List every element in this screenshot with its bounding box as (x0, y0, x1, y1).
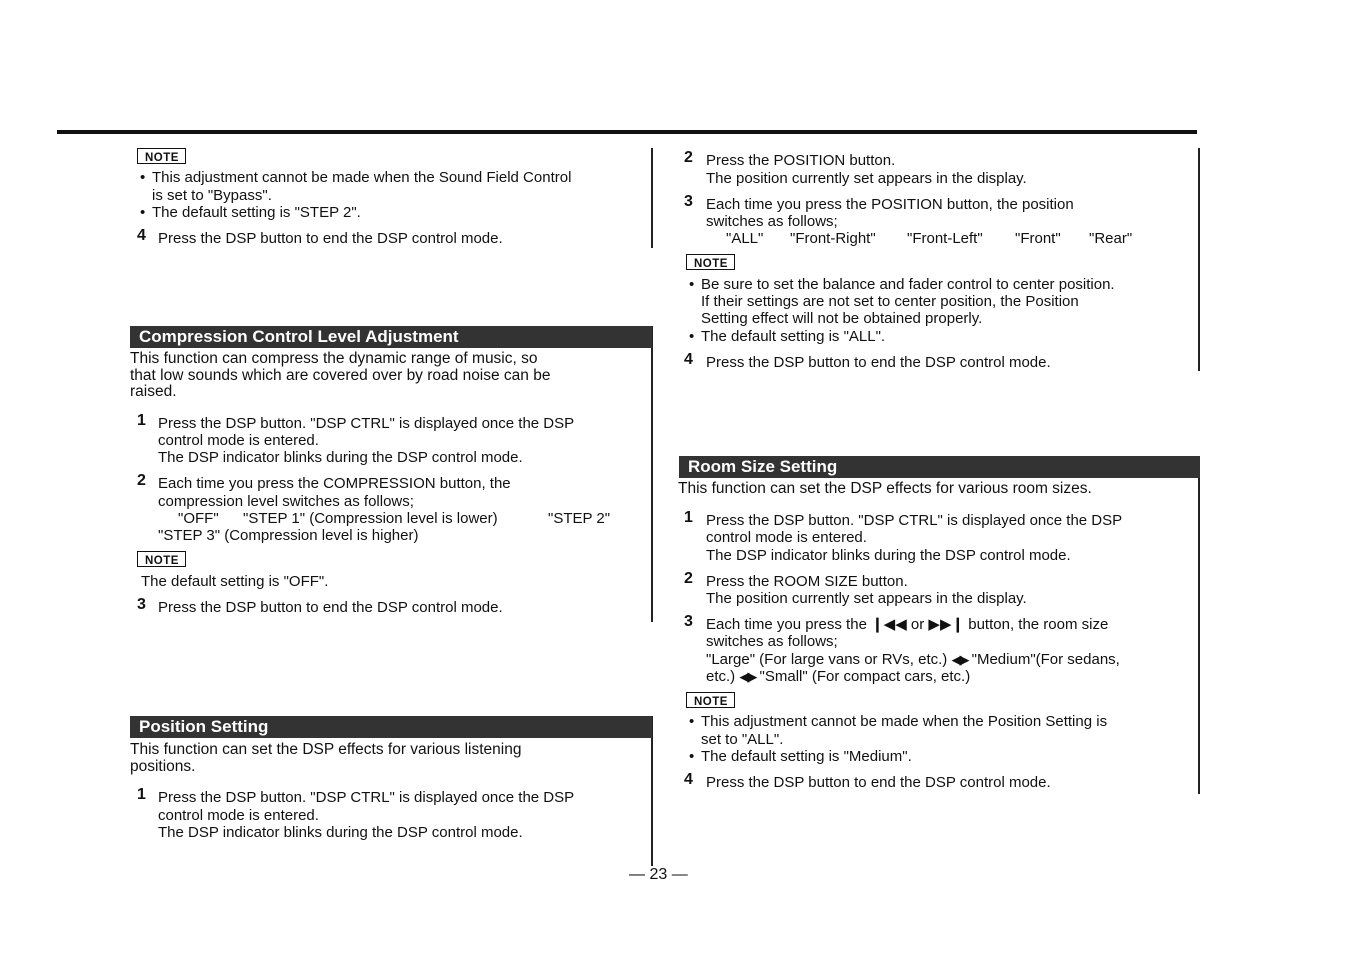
step-number: 1 (684, 509, 693, 526)
note-label: NOTE (137, 148, 186, 164)
step-number: 2 (684, 570, 693, 587)
note-bullet: • The default setting is "STEP 2". (140, 204, 361, 221)
note-bullet: • This adjustment cannot be made when the Sound Field Control (140, 169, 572, 186)
sequence-item: "Front" (1015, 230, 1061, 247)
section-intro: This function can set the DSP effects for various room sizes. (678, 480, 1092, 497)
column-divider-right-bottom (1198, 456, 1200, 794)
step-number: 4 (137, 227, 146, 244)
step-text: The position currently set appears in the display. (706, 170, 1027, 187)
note-bullet-cont: If their settings are not set to center position, the Position (701, 293, 1079, 310)
note-label: NOTE (686, 254, 735, 270)
step-text: The DSP indicator blinks during the DSP control mode. (158, 449, 523, 466)
step-text: The DSP indicator blinks during the DSP control mode. (158, 824, 523, 841)
step-number: 2 (137, 472, 146, 489)
header-rule (57, 130, 1197, 134)
step-text: switches as follows; (706, 633, 838, 650)
step-text: Each time you press the POSITION button, the position (706, 196, 1074, 213)
note-bullet: • This adjustment cannot be made when the Position Setting is (689, 713, 1108, 730)
step-number: 3 (684, 613, 693, 630)
step-number: 2 (684, 149, 693, 166)
note-bullet-cont: Setting effect will not be obtained properly. (701, 310, 983, 327)
note-bullet: • Be sure to set the balance and fader control to center position. (689, 276, 1115, 293)
step-number: 3 (137, 596, 146, 613)
sequence-item: "STEP 2" (548, 510, 611, 527)
section-intro: positions. (130, 758, 196, 775)
section-intro: that low sounds which are covered over by road noise can be (130, 367, 551, 384)
step-text: The position currently set appears in the display. (706, 590, 1027, 607)
step-text: Press the DSP button to end the DSP control mode. (158, 599, 503, 616)
sequence-item: "STEP 3" (Compression level is higher) (158, 527, 419, 544)
section-intro: raised. (130, 383, 177, 400)
note-label: NOTE (137, 551, 186, 567)
step-text: Press the DSP button to end the DSP control mode. (706, 354, 1051, 371)
section-header-room-size: Room Size Setting (679, 456, 1200, 478)
step-text: Press the DSP button to end the DSP control mode. (158, 230, 503, 247)
double-arrow-icon: ◀▶ (739, 669, 756, 684)
column-divider-left-mid (651, 326, 653, 622)
section-header-position: Position Setting (130, 716, 652, 738)
step-text: Each time you press the ❙◀◀ or ▶▶❙ button, the room size (706, 616, 1109, 633)
section-header-compression: Compression Control Level Adjustment (130, 326, 652, 348)
note-label: NOTE (686, 692, 735, 708)
note-bullet: • The default setting is "Medium". (689, 748, 912, 765)
step-text: Press the ROOM SIZE button. (706, 573, 908, 590)
previous-track-icon: ❙◀◀ (871, 616, 907, 633)
step-text: control mode is entered. (158, 432, 319, 449)
step-text: Press the DSP button to end the DSP control mode. (706, 774, 1051, 791)
note-text: The default setting is "OFF". (141, 573, 329, 590)
note-bullet-cont: set to "ALL". (701, 731, 784, 748)
step-text: "Large" (For large vans or RVs, etc.) ◀▶ "Medium"(For sedans, (706, 651, 1120, 668)
double-arrow-icon: ◀▶ (951, 652, 968, 667)
step-number: 4 (684, 351, 693, 368)
section-intro: This function can compress the dynamic range of music, so (130, 350, 538, 367)
step-number: 3 (684, 193, 693, 210)
step-text: Press the DSP button. "DSP CTRL" is displayed once the DSP (706, 512, 1123, 529)
column-divider-right-top (1198, 148, 1200, 371)
sequence-item: "Front-Right" (790, 230, 876, 247)
sequence-item: "Front-Left" (907, 230, 983, 247)
sequence-item: "STEP 1" (Compression level is lower) (243, 510, 498, 527)
next-track-icon: ▶▶❙ (928, 616, 965, 633)
step-text: Each time you press the COMPRESSION button, the (158, 475, 511, 492)
column-divider-left-bottom (651, 716, 653, 866)
step-text: control mode is entered. (706, 529, 867, 546)
step-text: etc.) ◀▶ "Small" (For compact cars, etc.) (706, 668, 971, 685)
sequence-item: "ALL" (726, 230, 764, 247)
step-text: The DSP indicator blinks during the DSP control mode. (706, 547, 1071, 564)
note-bullet-cont: is set to "Bypass". (152, 187, 272, 204)
step-text: Press the DSP button. "DSP CTRL" is displayed once the DSP (158, 415, 575, 432)
sequence-item: "OFF" (178, 510, 219, 527)
step-text: compression level switches as follows; (158, 493, 414, 510)
step-number: 4 (684, 771, 693, 788)
note-bullet: • The default setting is "ALL". (689, 328, 886, 345)
step-text: switches as follows; (706, 213, 838, 230)
step-number: 1 (137, 786, 146, 803)
step-text: Press the POSITION button. (706, 152, 896, 169)
column-divider-left-top (651, 148, 653, 248)
step-text: control mode is entered. (158, 807, 319, 824)
step-number: 1 (137, 412, 146, 429)
section-intro: This function can set the DSP effects for various listening (130, 741, 522, 758)
page-number: — 23 — (629, 866, 688, 883)
sequence-item: "Rear" (1089, 230, 1133, 247)
step-text: Press the DSP button. "DSP CTRL" is displayed once the DSP (158, 789, 575, 806)
